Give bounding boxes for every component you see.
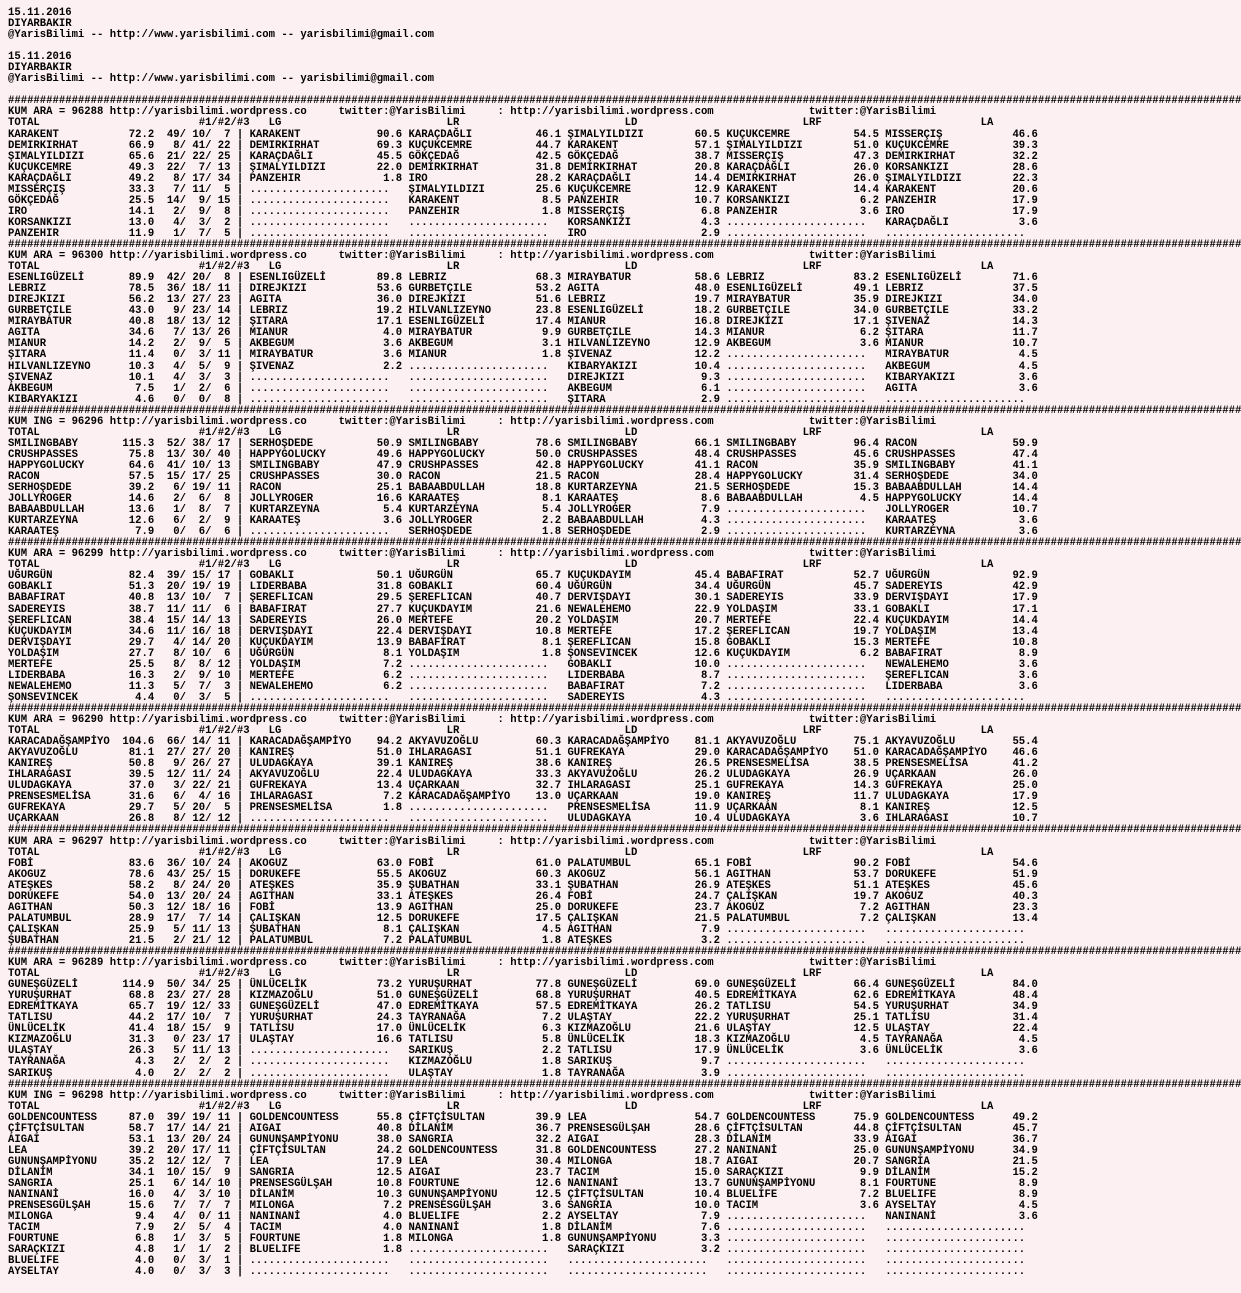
section-separator: ##################################################################################################################################################################################################: [8, 238, 1241, 251]
table-row: AGITA 34.6 7/ 13/ 26 | MIANUR 4.0 MIRAYBATUR 9.9 GURBETÇILE 14.3 MIANUR 6.2 ŞITARA 11.7: [8, 327, 1038, 340]
header-contact: @YarisBilimi -- http://www.yarisbilimi.com -- yarisbilimi@gmail.com: [8, 29, 434, 42]
table-row: LIDERBABA 16.3 2/ 9/ 10 | MERTEFE 6.2 ...................... LIDERBABA 8.7 ...................... ŞEREFLICAN 3.6: [8, 669, 1038, 682]
column-header: TOTAL #1/#2/#3 LG LR LD LRF LA: [8, 426, 994, 439]
table-row: NANINANİ 16.0 4/ 3/ 10 | DİLANİM 10.3 GUNUNŞAMPİYONU 12.5 ÇİFTÇİSULTAN 10.4 BLUELIFE 7.2 BLUELIFE 8.9: [8, 1189, 1038, 1202]
header-city: DIYARBAKIR: [8, 62, 72, 75]
section-title: KUM ARA = 96300 http://yarisbilimi.wordpress.co twitter:@YarisBilimi : http://yarisbilimi.wordpress.com twitter:@YarisBilimi: [8, 250, 937, 263]
column-header: TOTAL #1/#2/#3 LG LR LD LRF LA: [8, 117, 994, 130]
section-title: KUM ARA = 96288 http://yarisbilimi.wordpress.co twitter:@YarisBilimi : http://yarisbilimi.wordpress.com twitter:@YarisBilimi: [8, 106, 937, 119]
table-row: SMILINGBABY 115.3 52/ 38/ 17 | SERHOŞDEDE 50.9 SMILINGBABY 78.6 SMILINGBABY 66.1 SMILINGBABY 96.4 RACON 59.9: [8, 437, 1038, 450]
table-row: AGITHAN 50.3 12/ 18/ 16 | FOBİ 13.9 AGITHAN 25.0 DORUKEFE 23.7 AKOGUZ 7.2 AGITHAN 23.3: [8, 901, 1038, 914]
header-city: DIYARBAKIR: [8, 18, 72, 31]
blank-line: [8, 41, 1074, 52]
table-row: AYSELTAY 4.0 0/ 3/ 3 | ...................... ...................... ...................... ...................... ......................: [8, 1266, 1038, 1279]
table-row: TATLISU 44.2 17/ 10/ 7 | YURUŞURHAT 24.3 TAYRANAĞA 7.2 ULAŞTAY 22.2 YURUŞURHAT 25.1 TATLISU 31.4: [8, 1012, 1038, 1025]
table-row: KUÇUKDAYIM 34.6 11/ 16/ 18 | DERVIŞDAYI 22.4 DERVIŞDAYI 10.8 MERTEFE 17.2 ŞEREFLICAN 19.7 YOLDAŞIM 13.4: [8, 625, 1038, 638]
table-row: LEBRIZ 78.5 36/ 18/ 11 | DIREJKIZI 53.6 GURBETÇILE 53.2 AGITA 48.0 ESENLIGÜZELİ 49.1 LEBRIZ 37.5: [8, 283, 1038, 296]
table-row: KORSANKIZI 13.0 4/ 3/ 2 | ...................... ...................... KORSANKIZI 4.3 ...................... KARAÇDAĞLI 3.6: [8, 216, 1038, 229]
table-row: SANGRIA 25.1 6/ 14/ 10 | PRENSESGÜLŞAH 10.8 FOURTUNE 12.6 NANINANİ 13.7 GUNUNŞAMPİYONU 8.1 FOURTUNE 8.9: [8, 1177, 1038, 1190]
header-date: 15.11.2016: [8, 7, 72, 19]
table-row: ŞITARA 11.4 0/ 3/ 11 | MIRAYBATUR 3.6 MIANUR 1.8 ŞIVENAZ 12.2 ...................... MIRAYBATUR 4.5: [8, 349, 1038, 362]
table-row: GUFREKAYA 29.7 5/ 20/ 5 | PRENSESMELİSA 1.8 ...................... PRENSESMELİSA 11.9 UÇARKAAN 8.1 KANIREŞ 12.5: [8, 802, 1038, 815]
table-row: AKOGUZ 78.6 43/ 25/ 15 | DORUKEFE 55.5 AKOGUZ 60.3 AKOGUZ 56.1 AGITHAN 53.7 DORUKEFE 51.9: [8, 868, 1038, 881]
table-row: GUNEŞGÜZELİ 114.9 50/ 34/ 25 | ÜNLÜCELİK 73.2 YURUŞURHAT 77.8 GUNEŞGÜZELİ 69.0 GUNEŞGÜZELİ 66.4 GUNEŞGÜZELİ 84.0: [8, 979, 1038, 992]
table-row: JOLLYROGER 14.6 2/ 6/ 8 | JOLLYROGER 16.6 KARAATEŞ 8.1 KARAATEŞ 8.6 BABAABDULLAH 4.5 HAPPYGOLUCKY 14.4: [8, 493, 1038, 506]
table-row: GOBAKLI 51.3 20/ 19/ 19 | LIDERBABA 31.8 GOBAKLI 60.4 UĞURGÜN 34.4 UĞURGÜN 45.7 SADEREYIS 42.9: [8, 581, 1038, 594]
section-separator: ##################################################################################################################################################################################################: [8, 1078, 1241, 1091]
table-row: DİLANİM 34.1 10/ 15/ 9 | SANGRIA 12.5 AIGAI 23.7 TACIM 15.0 SARAÇKIZI 9.9 DİLANİM 15.2: [8, 1166, 1038, 1179]
table-row: KIBARYAKIZI 4.6 0/ 0/ 8 | ...................... ...................... ŞITARA 2.9 ...................... ......................: [8, 393, 1038, 406]
table-row: UĞURGÜN 82.4 39/ 15/ 17 | GOBAKLI 50.1 UĞURGÜN 65.7 KUÇUKDAYIM 45.4 BABAFIRAT 52.7 UĞURGÜN 92.9: [8, 570, 1038, 583]
table-row: DIREJKIZI 56.2 13/ 27/ 23 | AGITA 36.0 DIREJKIZI 51.6 LEBRIZ 19.7 MIRAYBATUR 35.9 DIREJKIZI 34.0: [8, 294, 1038, 307]
table-row: AIGAI 53.1 13/ 20/ 24 | GUNUNŞAMPİYONU 38.0 SANGRIA 32.2 AIGAI 28.3 DİLANİM 33.9 AIGAI 36.7: [8, 1133, 1038, 1146]
table-row: GURBETÇILE 43.0 9/ 23/ 14 | LEBRIZ 19.2 HILVANLIZEYNO 23.8 ESENLIGÜZELİ 18.2 GURBETÇILE 34.0 GURBETÇILE 33.2: [8, 305, 1038, 318]
table-row: YOLDAŞIM 27.7 8/ 10/ 6 | UĞURGÜN 8.1 YOLDAŞIM 1.8 ŞONSEVINCEK 12.6 KUÇUKDAYIM 6.2 BABAFIRAT 8.9: [8, 647, 1038, 660]
table-row: UÇARKAAN 26.8 8/ 12/ 12 | ...................... ...................... ULUDAGKAYA 10.4 ULUDAGKAYA 3.6 IHLARAGASI 10.7: [8, 813, 1038, 826]
table-row: PANZEHIR 11.9 1/ 7/ 5 | ...................... ...................... IRO 2.9 ...................... ......................: [8, 227, 1038, 240]
table-row: RACON 57.5 15/ 17/ 25 | CRUSHPASSES 30.0 RACON 21.5 RACON 28.4 HAPPYGOLUCKY 31.4 SERHOŞDEDE 34.0: [8, 470, 1038, 483]
table-row: ATEŞKES 58.2 8/ 24/ 20 | ATEŞKES 35.9 ŞUBATHAN 33.1 ŞUBATHAN 26.9 ATEŞKES 51.1 ATEŞKES 45.6: [8, 879, 1038, 892]
section-title: KUM ING = 96296 http://yarisbilimi.wordpress.co twitter:@YarisBilimi : http://yarisbilimi.wordpress.com twitter:@YarisBilimi: [8, 415, 937, 428]
section-separator: ##################################################################################################################################################################################################: [8, 95, 1241, 108]
table-row: DORUKEFE 54.0 13/ 20/ 24 | AGITHAN 33.1 ATEŞKES 26.4 FOBİ 24.7 ÇALIŞKAN 19.7 AKOGUZ 40.3: [8, 890, 1038, 903]
table-row: ÇİFTÇİSULTAN 58.7 17/ 14/ 21 | AIGAI 40.8 DİLANİM 36.7 PRENSESGÜLŞAH 28.6 ÇİFTÇİSULTAN 44.8 ÇİFTÇİSULTAN 45.7: [8, 1122, 1038, 1135]
table-row: ŞIMALYILDIZI 65.6 21/ 22/ 25 | KARAÇDAĞLI 45.5 GÖKÇEDAĞ 42.5 GÖKÇEDAĞ 38.7 MISSERÇIŞ 47.3 DEMIRKIRHAT 32.2: [8, 150, 1038, 163]
table-row: KARAKENT 72.2 49/ 10/ 7 | KARAKENT 90.6 KARAÇDAĞLI 46.1 ŞIMALYILDIZI 60.5 KUÇUKCEMRE 54.5 MISSERÇIŞ 46.6: [8, 128, 1038, 141]
table-row: PALATUMBUL 28.9 17/ 7/ 14 | ÇALIŞKAN 12.5 DORUKEFE 17.5 ÇALIŞKAN 21.5 PALATUMBUL 7.2 ÇALIŞKAN 13.4: [8, 912, 1038, 925]
table-row: IRO 14.1 2/ 9/ 8 | ...................... PANZEHIR 1.8 MISSERÇIŞ 6.8 PANZEHIR 3.6 IRO 17.9: [8, 205, 1038, 218]
table-row: ŞEREFLICAN 38.4 15/ 14/ 13 | SADEREYIS 26.0 MERTEFE 20.2 YOLDAŞIM 20.7 MERTEFE 22.4 KUÇUKDAYIM 14.4: [8, 614, 1038, 627]
section-title: KUM ING = 96298 http://yarisbilimi.wordpress.co twitter:@YarisBilimi : http://yarisbilimi.wordpress.com twitter:@YarisBilimi: [8, 1089, 937, 1102]
table-row: KURTARZEYNA 12.6 6/ 2/ 9 | KARAATEŞ 3.6 JOLLYROGER 2.2 BABAABDULLAH 4.3 ...................... KARAATEŞ 3.6: [8, 515, 1038, 528]
table-row: MIANUR 14.2 2/ 9/ 5 | AKBEGUM 3.6 AKBEGUM 3.1 HILVANLIZEYNO 12.9 AKBEGUM 3.6 MIANUR 10.7: [8, 338, 1038, 351]
header-contact: @YarisBilimi -- http://www.yarisbilimi.com -- yarisbilimi@gmail.com: [8, 73, 434, 86]
table-row: MIRAYBATUR 40.8 18/ 13/ 12 | ŞITARA 17.1 ESENLIGÜZELİ 17.4 MIANUR 16.8 DIREJKIZI 17.1 ŞIVENAZ 14.3: [8, 316, 1038, 329]
table-row: ULAŞTAY 26.3 5/ 11/ 13 | ...................... SARIKUŞ 2.2 TATLISU 17.9 ÜNLÜCELİK 3.6 ÜNLÜCELİK 3.6: [8, 1045, 1038, 1058]
column-header: TOTAL #1/#2/#3 LG LR LD LRF LA: [8, 968, 994, 981]
section-separator: ##################################################################################################################################################################################################: [8, 537, 1241, 550]
table-row: DEMIRKIRHAT 66.9 8/ 41/ 22 | DEMIRKIRHAT 69.3 KUÇUKCEMRE 44.7 KARAKENT 57.1 ŞIMALYILDIZI 51.0 KUÇUKCEMRE 39.3: [8, 139, 1038, 152]
table-row: IHLARAGASI 39.5 12/ 11/ 24 | AKYAVUZOĞLU 22.4 ULUDAGKAYA 33.3 AKYAVUZOĞLU 26.2 ULUDAGKAYA 26.9 UÇARKAAN 26.0: [8, 769, 1038, 782]
table-row: MILONGA 9.4 4/ 0/ 11 | NANINANİ 4.0 BLUELIFE 2.2 AYSELTAY 7.9 ...................... NANINANİ 3.6: [8, 1211, 1038, 1224]
table-row: BABAABDULLAH 13.6 1/ 8/ 7 | KURTARZEYNA 5.4 KURTARZEYNA 5.4 JOLLYROGER 7.9 ...................... JOLLYROGER 10.7: [8, 504, 1038, 517]
table-row: CRUSHPASSES 75.8 13/ 30/ 40 | HAPPYGOLUCKY 49.6 HAPPYGOLUCKY 50.0 CRUSHPASSES 48.4 CRUSHPASSES 45.6 CRUSHPASSES 47.4: [8, 448, 1038, 461]
section-title: KUM ARA = 96289 http://yarisbilimi.wordpress.co twitter:@YarisBilimi : http://yarisbilimi.wordpress.com twitter:@YarisBilimi: [8, 957, 937, 970]
table-row: FOURTUNE 6.8 1/ 3/ 5 | FOURTUNE 1.8 MILONGA 1.8 GUNUNŞAMPİYONU 3.3 ...................... ......................: [8, 1233, 1038, 1246]
table-row: KARACADAĞŞAMPİYO 104.6 66/ 14/ 11 | KARACADAĞŞAMPİYO 94.2 AKYAVUZOĞLU 60.3 KARACADAĞŞAMPİYO 81.1 AKYAVUZOĞLU 75.1 AKYAVUZOĞLU 55.4: [8, 736, 1038, 749]
table-row: ŞONSEVINCEK 4.4 0/ 3/ 5 | ...................... ...................... SADEREYIS 4.3 ...................... ......................: [8, 691, 1038, 704]
table-row: KARAÇDAĞLI 49.2 8/ 17/ 34 | PANZEHIR 1.8 IRO 28.2 KARAÇDAĞLI 14.4 DEMIRKIRHAT 26.0 ŞIMALYILDIZI 22.3: [8, 172, 1038, 185]
table-row: BLUELIFE 4.0 0/ 3/ 1 | ...................... ...................... ...................... ...................... ......................: [8, 1255, 1038, 1268]
table-row: SADEREYIS 38.7 11/ 11/ 6 | BABAFIRAT 27.7 KUÇUKDAYIM 21.6 NEWALEHEMO 22.9 YOLDAŞIM 33.1 GOBAKLI 17.1: [8, 603, 1038, 616]
table-row: YURUŞURHAT 68.8 23/ 27/ 28 | KIZMAZOĞLU 51.0 GUNEŞGÜZELİ 68.8 YURUŞURHAT 40.5 EDREMİTKAYA 62.6 EDREMİTKAYA 48.4: [8, 990, 1038, 1003]
table-row: KUÇUKCEMRE 49.3 22/ 7/ 13 | ŞIMALYILDIZI 22.0 DEMIRKIRHAT 31.8 DEMIRKIRHAT 20.8 KARAÇDAĞLI 26.0 KORSANKIZI 28.6: [8, 161, 1038, 174]
section-separator: ##################################################################################################################################################################################################: [8, 404, 1241, 417]
table-row: ŞUBATHAN 21.5 2/ 21/ 12 | PALATUMBUL 7.2 PALATUMBUL 1.8 ATEŞKES 3.2 ...................... ......................: [8, 934, 1038, 947]
section-separator: ##################################################################################################################################################################################################: [8, 824, 1241, 837]
table-row: KARAATEŞ 7.9 0/ 6/ 6 | ...................... SERHOŞDEDE 1.8 SERHOŞDEDE 2.9 ...................... KURTARZEYNA 3.6: [8, 526, 1038, 539]
table-row: ESENLIGÜZELİ 89.9 42/ 20/ 8 | ESENLIGÜZELİ 89.8 LEBRIZ 68.3 MIRAYBATUR 58.6 LEBRIZ 83.2 ESENLIGÜZELİ 71.6: [8, 272, 1038, 285]
table-row: PRENSESMELİSA 31.6 6/ 4/ 16 | IHLARAGASI 7.2 KARACADAĞŞAMPİYO 13.0 UÇARKAAN 19.0 KANIREŞ 11.7 ULUDAGKAYA 17.9: [8, 791, 1038, 804]
table-row: DERVIŞDAYI 29.7 4/ 14/ 20 | KUÇUKDAYIM 13.9 BABAFIRAT 8.1 ŞEREFLICAN 15.8 GOBAKLI 15.3 MERTEFE 10.8: [8, 636, 1038, 649]
table-row: GÖKÇEDAĞ 25.5 14/ 9/ 15 | ...................... KARAKENT 8.5 PANZEHIR 10.7 KORSANKIZI 6.2 PANZEHIR 17.9: [8, 194, 1038, 207]
section-title: KUM ARA = 96297 http://yarisbilimi.wordpress.co twitter:@YarisBilimi : http://yarisbilimi.wordpress.com twitter:@YarisBilimi: [8, 835, 937, 848]
table-row: TAYRANAĞA 4.3 2/ 2/ 2 | ...................... KIZMAZOĞLU 1.8 SARIKUŞ 9.7 ...................... ......................: [8, 1056, 1038, 1069]
section-title: KUM ARA = 96299 http://yarisbilimi.wordpress.co twitter:@YarisBilimi : http://yarisbilimi.wordpress.com twitter:@YarisBilimi: [8, 548, 937, 561]
column-header: TOTAL #1/#2/#3 LG LR LD LRF LA: [8, 846, 994, 859]
section-title: KUM ARA = 96290 http://yarisbilimi.wordpress.co twitter:@YarisBilimi : http://yarisbilimi.wordpress.com twitter:@YarisBilimi: [8, 714, 937, 726]
table-row: SARAÇKIZI 4.8 1/ 1/ 2 | BLUELIFE 1.8 ...................... SARAÇKIZI 3.2 ...................... ......................: [8, 1244, 1038, 1257]
column-header: TOTAL #1/#2/#3 LG LR LD LRF LA: [8, 559, 994, 572]
table-row: TACIM 7.9 2/ 5/ 4 | TACIM 4.0 NANINANİ 1.8 DİLANİM 7.6 ...................... ......................: [8, 1222, 1038, 1235]
table-row: SERHOŞDEDE 39.2 6/ 19/ 11 | RACON 25.1 BABAABDULLAH 18.8 KURTARZEYNA 21.5 SERHOŞDEDE 15.3 BABAABDULLAH 14.4: [8, 482, 1038, 495]
table-row: LEA 39.2 20/ 17/ 11 | ÇİFTÇİSULTAN 24.2 GOLDENCOUNTESS 31.8 GOLDENCOUNTESS 27.2 NANINANİ 25.0 GUNUNŞAMPİYONU 34.9: [8, 1144, 1038, 1157]
column-header: TOTAL #1/#2/#3 LG LR LD LRF LA: [8, 725, 994, 738]
table-row: KANIREŞ 50.8 9/ 26/ 27 | ULUDAGKAYA 39.1 KANIREŞ 38.6 KANIREŞ 26.5 PRENSESMELİSA 38.5 PRENSESMELİSA 41.2: [8, 758, 1038, 771]
table-row: ULUDAGKAYA 37.0 3/ 22/ 21 | GUFREKAYA 13.4 UÇARKAAN 32.7 IHLARAGASI 25.1 GUFREKAYA 14.3 GUFREKAYA 25.0: [8, 780, 1038, 793]
table-row: GOLDENCOUNTESS 87.0 39/ 19/ 11 | GOLDENCOUNTESS 55.8 ÇİFTÇİSULTAN 39.9 LEA 54.7 GOLDENCOUNTESS 75.9 GOLDENCOUNTESS 49.2: [8, 1111, 1038, 1124]
table-row: EDREMİTKAYA 65.7 19/ 12/ 33 | GUNEŞGÜZELİ 47.0 EDREMİTKAYA 57.5 EDREMİTKAYA 26.2 TATLISU 54.5 YURUŞURHAT 34.9: [8, 1001, 1038, 1014]
header-date: 15.11.2016: [8, 51, 72, 64]
table-row: ÜNLÜCELİK 41.4 18/ 15/ 9 | TATLISU 17.0 ÜNLÜCELİK 6.3 KIZMAZOĞLU 21.6 ULAŞTAY 12.5 ULAŞTAY 22.4: [8, 1023, 1038, 1036]
table-row: MERTEFE 25.5 8/ 8/ 12 | YOLDAŞIM 7.2 ...................... GOBAKLI 10.0 ...................... NEWALEHEMO 3.6: [8, 658, 1038, 671]
table-row: AKYAVUZOĞLU 81.1 27/ 27/ 20 | KANIREŞ 51.0 IHLARAGASI 51.1 GUFREKAYA 29.0 KARACADAĞŞAMPİYO 51.0 KARACADAĞŞAMPİYO 46.6: [8, 747, 1038, 760]
table-row: HILVANLIZEYNO 10.3 4/ 5/ 9 | ŞIVENAZ 2.2 ...................... KIBARYAKIZI 10.4 ...................... AKBEGUM 4.5: [8, 360, 1038, 373]
table-row: KIZMAZOĞLU 31.3 0/ 23/ 17 | ULAŞTAY 16.6 TATLISU 5.8 ÜNLÜCELİK 18.3 KIZMAZOĞLU 4.5 TAYRANAĞA 4.5: [8, 1034, 1038, 1047]
table-row: PRENSESGÜLŞAH 15.6 7/ 7/ 7 | MILONGA 7.2 PRENSESGÜLŞAH 3.6 SANGRIA 10.0 TACIM 3.6 AYSELTAY 4.5: [8, 1200, 1038, 1213]
column-header: TOTAL #1/#2/#3 LG LR LD LRF LA: [8, 1100, 994, 1113]
table-row: SARIKUŞ 4.0 2/ 2/ 2 | ...................... ULAŞTAY 1.8 TAYRANAĞA 3.9 ...................... ......................: [8, 1067, 1038, 1080]
section-separator: ##################################################################################################################################################################################################: [8, 702, 1241, 715]
section-separator: ##################################################################################################################################################################################################: [8, 945, 1241, 958]
table-row: GUNUNŞAMPİYONU 35.2 12/ 12/ 7 | LEA 17.9 LEA 30.4 MILONGA 18.7 AIGAI 20.7 SANGRIA 21.5: [8, 1155, 1038, 1168]
table-row: FOBİ 83.6 36/ 10/ 24 | AKOGUZ 63.0 FOBİ 61.0 PALATUMBUL 65.1 FOBİ 90.2 FOBİ 54.6: [8, 857, 1038, 870]
column-header: TOTAL #1/#2/#3 LG LR LD LRF LA: [8, 261, 994, 274]
table-row: ŞIVENAZ 10.1 4/ 3/ 3 | ...................... ...................... DIREJKIZI 9.3 ...................... KIBARYAKIZI 3.6: [8, 371, 1038, 384]
table-row: HAPPYGOLUCKY 64.6 41/ 10/ 13 | SMILINGBABY 47.9 CRUSHPASSES 42.8 HAPPYGOLUCKY 41.1 RACON 35.9 SMILINGBABY 41.1: [8, 459, 1038, 472]
table-row: MISSERÇIŞ 33.3 7/ 11/ 5 | ...................... ŞIMALYILDIZI 25.6 KUÇUKCEMRE 12.9 KARAKENT 14.4 KARAKENT 20.6: [8, 183, 1038, 196]
table-row: BABAFIRAT 40.8 13/ 10/ 7 | ŞEREFLICAN 29.5 ŞEREFLICAN 40.7 DERVIŞDAYI 30.1 SADEREYIS 33.9 DERVIŞDAYI 17.9: [8, 592, 1038, 605]
table-row: ÇALIŞKAN 25.9 5/ 11/ 13 | ŞUBATHAN 8.1 ÇALIŞKAN 4.5 AGITHAN 7.9 ...................... ......................: [8, 923, 1038, 936]
table-row: NEWALEHEMO 11.3 5/ 7/ 3 | NEWALEHEMO 6.2 ...................... BABAFIRAT 7.2 ...................... LIDERBABA 3.6: [8, 680, 1038, 693]
table-row: AKBEGUM 7.5 1/ 2/ 6 | ...................... ...................... AKBEGUM 6.1 ...................... AGITA 3.6: [8, 382, 1038, 395]
